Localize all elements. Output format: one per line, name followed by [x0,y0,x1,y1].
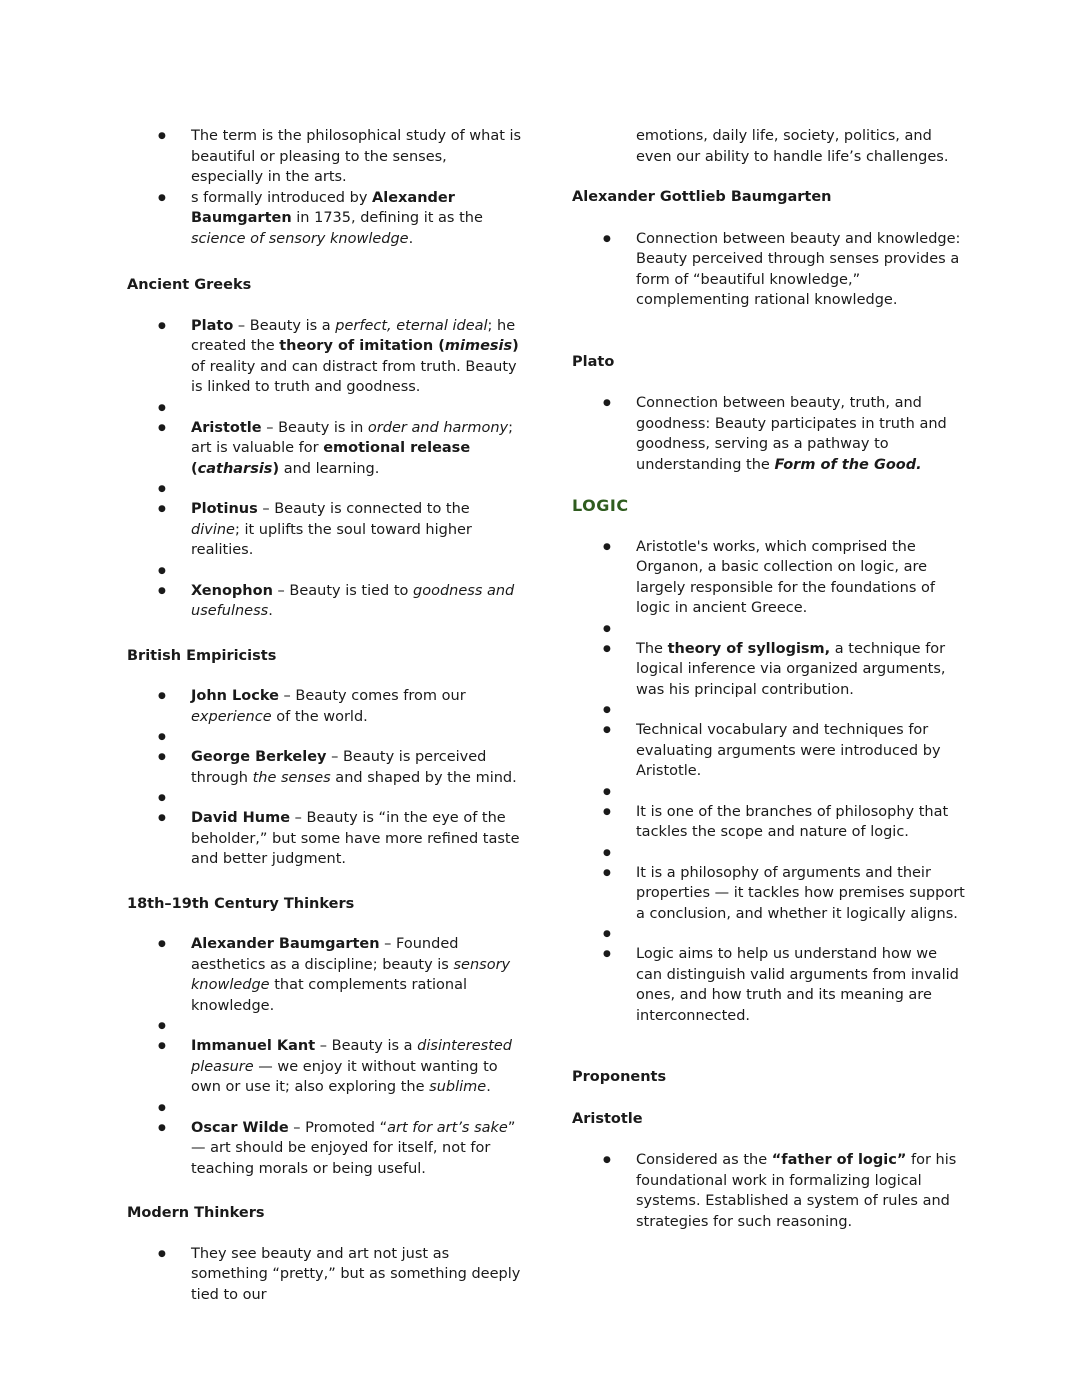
list-item: ● s formally introduced by Alexander Baumgarten in 1735, defining it as the science of sensory knowledge. [127,188,522,250]
list-item: ● Alexander Baumgarten – Founded aesthetics as a discipline; beauty is sensory knowledge that complements rational knowledge. [127,934,522,1016]
list-item: ● Aristotle's works, which comprised the Organon, a basic collection on logic, are largely responsible for the foundations of logic in ancient Greece. [572,537,967,619]
list-item: ● Plotinus – Beauty is connected to the divine; it uplifts the soul toward higher realities. [127,499,522,561]
list-item: ● Technical vocabulary and techniques for evaluating arguments were introduced by Aristotle. [572,720,967,782]
list-item: ● John Locke – Beauty comes from our experience of the world. [127,686,522,727]
century-thinkers-list [127,934,522,1179]
section-heading-british-empiricists: British Empiricists [127,647,277,664]
list-item: ● Connection between beauty, truth, and goodness: Beauty participates in truth and goodness, serving as a pathway to understanding the Form of the Good. [572,393,967,475]
intro-list [127,126,522,249]
section-heading-18th-19th-century: 18th–19th Century Thinkers [127,895,355,912]
proponents-list [572,1150,967,1232]
section-heading-baumgarten: Alexander Gottlieb Baumgarten [572,189,832,205]
british-empiricists-list [127,686,522,870]
list-item: ● Oscar Wilde – Promoted “art for art’s sake” — art should be enjoyed for itself, not for teaching morals or being useful. [127,1118,522,1180]
list-item: ● Considered as the “father of logic” for his foundational work in formalizing logical systems. Established a system of rules and strategies for such reasoning. [572,1150,967,1232]
list-item: ● It is a philosophy of arguments and their properties — it tackles how premises support a conclusion, and whether it logically aligns. [572,863,967,925]
list-item: ● Immanuel Kant – Beauty is a disinterested pleasure — we enjoy it without wanting to own or use it; also exploring the sublime. [127,1036,522,1098]
right-column [572,126,967,1232]
section-heading-logic: LOGIC [572,496,629,515]
section-heading-ancient-greeks: Ancient Greeks [127,277,252,293]
baumgarten-list [572,229,967,311]
list-item: ● Plato – Beauty is a perfect, eternal ideal; he created the theory of imitation (mimesis) of reality and can distract from truth. Beauty is linked to truth and goodness. [127,316,522,398]
continued-text: emotions, daily life, society, politics, and even our ability to handle life’s challenges. [636,128,949,165]
section-heading-proponents: Proponents [572,1069,667,1085]
section-heading-plato: Plato [572,353,615,370]
subheading-aristotle: Aristotle [572,1110,643,1127]
modern-thinkers-list [127,1244,522,1306]
list-item: ● Logic aims to help us understand how we can distinguish valid arguments from invalid ones, and how truth and its meaning are interconnected. [572,944,967,1026]
plato-list [572,393,967,475]
list-item: ● David Hume – Beauty is “in the eye of the beholder,” but some have more refined taste and better judgment. [127,808,522,870]
logic-list [572,537,967,1027]
list-item: ● Xenophon – Beauty is tied to goodness and usefulness. [127,581,522,622]
list-item: ● George Berkeley – Beauty is perceived through the senses and shaped by the mind. [127,747,522,788]
left-column [127,126,522,1305]
list-item: ● The theory of syllogism, a technique for logical inference via organized arguments, was his principal contribution. [572,639,967,701]
section-heading-modern-thinkers: Modern Thinkers [127,1205,265,1221]
list-item: ● It is one of the branches of philosophy that tackles the scope and nature of logic. [572,802,967,843]
ancient-greeks-list [127,316,522,622]
list-item: ● They see beauty and art not just as something “pretty,” but as something deeply tied to our [127,1244,522,1306]
list-item: ● Aristotle – Beauty is in order and harmony; art is valuable for emotional release (catharsis) and learning. [127,418,522,480]
list-item: ● Connection between beauty and knowledge: Beauty perceived through senses provides a form of “beautiful knowledge,” complementing rational knowledge. [572,229,967,311]
list-item: ● The term is the philosophical study of what is beautiful or pleasing to the senses, especially in the arts. [127,126,522,188]
